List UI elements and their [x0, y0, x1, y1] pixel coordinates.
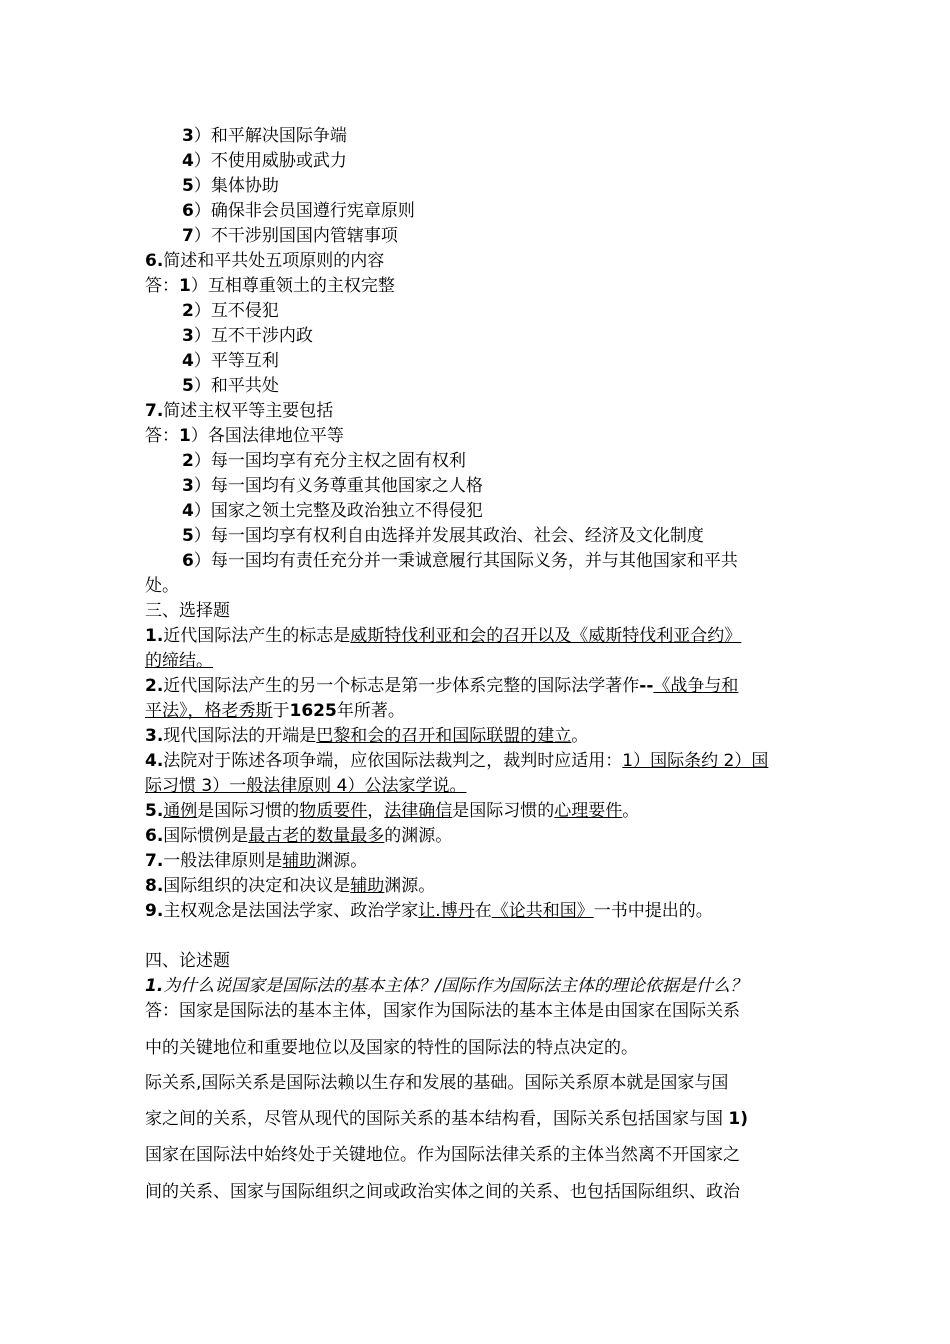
essay-answer-line: 家之间的关系，尽管从现代的国际关系的基本结构看，国际关系包括国家与国 1) [145, 1109, 749, 1129]
list-item: 4）不使用威胁或武力 [182, 151, 347, 171]
answer-line: 答：1）各国法律地位平等 [145, 426, 344, 446]
choice-item: 9.主权观念是法国法学家、政治学家让.博丹在《论共和国》一书中提出的。 [145, 901, 713, 921]
choice-item-continuation: 的缔结。 [145, 651, 213, 671]
list-item: 6）确保非会员国遵行宪章原则 [182, 201, 415, 221]
list-item: 2）互不侵犯 [182, 301, 279, 321]
list-item: 5）集体协助 [182, 176, 279, 196]
choice-item: 5.通例是国际习惯的物质要件，法律确信是国际习惯的心理要件。 [145, 801, 640, 821]
essay-answer-line: 答：国家是国际法的基本主体，国家作为国际法的基本主体是由国家在国际关系 [145, 1001, 740, 1021]
answer-line: 答：1）互相尊重领土的主权完整 [145, 276, 395, 296]
section-heading: 三、选择题 [145, 601, 230, 621]
choice-item-continuation: 平法》，格老秀斯于1625年所著。 [145, 701, 405, 721]
list-item: 5）和平共处 [182, 376, 279, 396]
list-item: 3）每一国均有义务尊重其他国家之人格 [182, 476, 483, 496]
choice-item: 6.国际惯例是最古老的数量最多的渊源。 [145, 826, 453, 846]
list-item: 3）互不干涉内政 [182, 326, 313, 346]
choice-item: 1.近代国际法产生的标志是威斯特伐利亚和会的召开以及《威斯特伐利亚合约》 [145, 626, 742, 646]
choice-item-continuation: 际习惯 3）一般法律原则 4）公法家学说。 [145, 776, 467, 796]
choice-item: 7.一般法律原则是辅助渊源。 [145, 851, 368, 871]
list-item: 4）平等互利 [182, 351, 279, 371]
essay-answer-line: 中的关键地位和重要地位以及国家的特性的国际法的特点决定的。 [145, 1038, 638, 1058]
list-item: 7）不干涉别国国内管辖事项 [182, 226, 398, 246]
list-item: 2）每一国均享有充分主权之固有权利 [182, 451, 466, 471]
choice-item: 8.国际组织的决定和决议是辅助渊源。 [145, 876, 436, 896]
section-heading: 四、论述题 [145, 951, 230, 971]
choice-item: 2.近代国际法产生的另一个标志是第一步体系完整的国际法学著作--《战争与和 [145, 676, 739, 696]
choice-item: 3.现代国际法的开端是巴黎和会的召开和国际联盟的建立。 [145, 726, 589, 746]
essay-answer-line: 际关系,国际关系是国际法赖以生存和发展的基础。国际关系原本就是国家与国 [145, 1073, 729, 1093]
essay-answer-line: 国家在国际法中始终处于关键地位。作为国际法律关系的主体当然离不开国家之 [145, 1145, 740, 1165]
list-item: 4）国家之领土完整及政治独立不得侵犯 [182, 501, 483, 521]
choice-item: 4.法院对于陈述各项争端，应依国际法裁判之，裁判时应适用：1）国际条约 2）国 [145, 751, 769, 771]
list-item: 6）每一国均有责任充分并一秉诚意履行其国际义务，并与其他国家和平共 [182, 551, 738, 571]
question-heading: 7.简述主权平等主要包括 [145, 401, 334, 421]
essay-question: 1.为什么说国家是国际法的基本主体？/国际作为国际法主体的理论依据是什么？ [145, 976, 748, 996]
question-heading: 6.简述和平共处五项原则的内容 [145, 251, 385, 271]
list-item: 3）和平解决国际争端 [182, 126, 347, 146]
list-item-continuation: 处。 [145, 576, 179, 596]
essay-answer-line: 间的关系、国家与国际组织之间或政治实体之间的关系、也包括国际组织、政治 [145, 1182, 740, 1202]
list-item: 5）每一国均享有权利自由选择并发展其政治、社会、经济及文化制度 [182, 526, 704, 546]
